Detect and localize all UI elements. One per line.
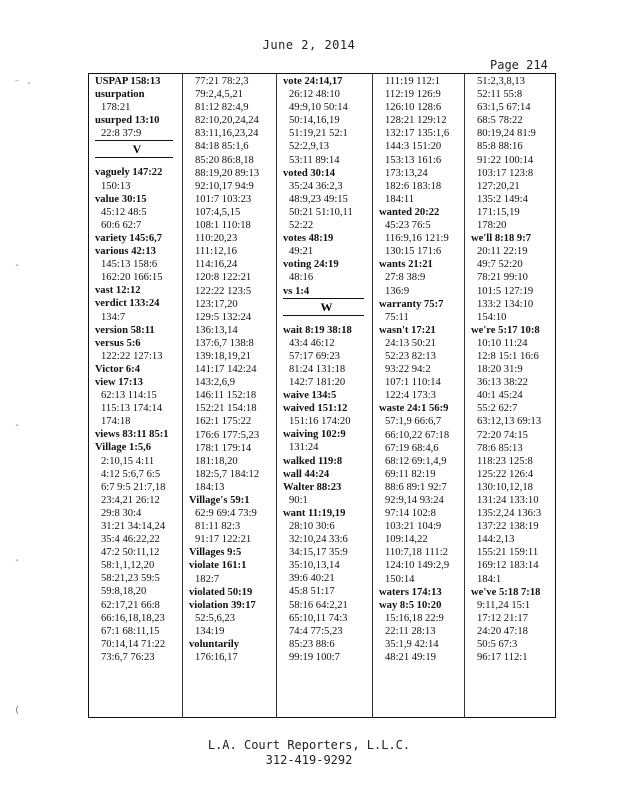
index-term: various 42:13 bbox=[95, 246, 156, 258]
index-reference: 57:1,9 66:6,7 bbox=[385, 416, 442, 428]
index-reference: 150:14 bbox=[385, 573, 415, 585]
index-reference: 135:2 149:4 bbox=[477, 193, 528, 205]
index-term: waste 24:1 56:9 bbox=[379, 403, 449, 415]
index-reference: 50:5 67:3 bbox=[477, 639, 518, 651]
index-reference: 110:20,23 bbox=[195, 233, 238, 245]
index-reference: 58:1,1,12,20 bbox=[101, 560, 155, 572]
index-reference: 67:1 68:11,15 bbox=[101, 625, 160, 637]
index-reference: 182:7 bbox=[195, 573, 220, 585]
index-reference: 48:9,23 49:15 bbox=[289, 193, 348, 205]
index-reference: 111:12,16 bbox=[195, 246, 237, 258]
index-reference: 50:14,16,19 bbox=[289, 115, 340, 127]
index-reference: 162:1 175:22 bbox=[195, 416, 252, 428]
column-divider bbox=[464, 74, 465, 717]
column-divider bbox=[372, 74, 373, 717]
index-reference: 78:21 99:10 bbox=[477, 272, 528, 284]
index-reference: 22:8 37:9 bbox=[101, 128, 142, 140]
index-reference: 176:16,17 bbox=[195, 652, 238, 664]
index-reference: 151:16 174:20 bbox=[289, 416, 351, 428]
index-term: wall 44:24 bbox=[283, 468, 330, 480]
index-term: value 30:15 bbox=[95, 193, 147, 205]
index-reference: 127:20,21 bbox=[477, 180, 520, 192]
index-reference: 130:15 171:6 bbox=[385, 246, 442, 258]
index-reference: 107:4,5,15 bbox=[195, 206, 241, 218]
index-reference: 29:8 30:4 bbox=[101, 507, 142, 519]
index-column-3 bbox=[283, 75, 370, 715]
index-term: version 58:11 bbox=[95, 324, 155, 336]
index-reference: 49:7 52:20 bbox=[477, 259, 523, 271]
index-term: we're 5:17 10:8 bbox=[471, 324, 540, 336]
index-reference: 27:8 38:9 bbox=[385, 272, 426, 284]
index-reference: 35:10,13,14 bbox=[289, 560, 340, 572]
index-term: voted 30:14 bbox=[283, 167, 336, 179]
section-rule bbox=[95, 140, 173, 141]
index-reference: 103:17 123:8 bbox=[477, 167, 534, 179]
index-reference: 35:24 36:2,3 bbox=[289, 180, 343, 192]
index-reference: 135:2,24 136:3 bbox=[477, 508, 542, 520]
index-reference: 23:4,21 26:12 bbox=[101, 494, 160, 506]
footer-company: L.A. Court Reporters, L.L.C. bbox=[207, 738, 411, 752]
index-reference: 22:11 28:13 bbox=[385, 625, 436, 637]
index-reference: 62:9 69:4 73:9 bbox=[195, 508, 257, 520]
index-term: versus 5:6 bbox=[95, 337, 141, 349]
index-reference: 92:9,14 93:24 bbox=[385, 495, 444, 506]
index-term: we'll 8:18 9:7 bbox=[471, 233, 532, 245]
index-reference: 99:19 100:7 bbox=[289, 651, 340, 663]
index-reference: 36:13 38:22 bbox=[477, 377, 528, 389]
index-reference: 178:21 bbox=[101, 102, 131, 114]
index-reference: 101:5 127:19 bbox=[477, 285, 534, 297]
index-reference: 20:11 22:19 bbox=[477, 246, 528, 258]
index-reference: 146:11 152:18 bbox=[195, 390, 257, 402]
index-term: voluntarily bbox=[189, 639, 240, 651]
index-reference: 139:18,19,21 bbox=[195, 350, 251, 362]
index-reference: 131:24 133:10 bbox=[477, 495, 539, 506]
index-reference: 12:8 15:1 16:6 bbox=[477, 350, 539, 362]
index-reference: 184:13 bbox=[195, 481, 225, 493]
index-reference: 122:22 123:5 bbox=[195, 285, 252, 297]
index-term: violation 39:17 bbox=[189, 599, 256, 611]
index-term: vast 12:12 bbox=[95, 285, 141, 297]
index-reference: 81:24 131:18 bbox=[289, 363, 346, 375]
column-divider bbox=[276, 74, 277, 717]
index-reference: 152:21 154:18 bbox=[195, 403, 257, 415]
index-reference: 114:16,24 bbox=[195, 259, 238, 271]
index-reference: 52:11 55:8 bbox=[477, 89, 523, 101]
index-reference: 154:10 bbox=[477, 311, 507, 323]
section-letter bbox=[283, 298, 370, 324]
index-term: waived 151:12 bbox=[283, 403, 348, 415]
index-term: violate 161:1 bbox=[189, 560, 247, 572]
section-letter bbox=[95, 140, 179, 166]
index-term: usurped 13:10 bbox=[95, 115, 160, 127]
index-reference: 17:12 21:17 bbox=[477, 612, 528, 624]
index-term: want 11:19,19 bbox=[283, 507, 346, 519]
index-reference: 126:10 128:6 bbox=[385, 102, 442, 114]
index-term: USPAP 158:13 bbox=[95, 76, 161, 87]
index-reference: 111:19 112:1 bbox=[385, 76, 441, 87]
index-reference: 82:10,20,24,24 bbox=[195, 115, 259, 127]
index-reference: 122:4 173:3 bbox=[385, 390, 436, 402]
index-reference: 9:11,24 15:1 bbox=[477, 599, 531, 611]
index-term: voting 24:19 bbox=[283, 259, 339, 271]
index-reference: 51:2,3,8,13 bbox=[477, 76, 525, 87]
index-term: warranty 75:7 bbox=[379, 298, 444, 310]
index-reference: 90:1 bbox=[289, 494, 308, 506]
index-reference: 52:23 82:13 bbox=[385, 350, 436, 362]
index-reference: 63:12,13 69:13 bbox=[477, 416, 542, 428]
index-reference: 63:1,5 67:14 bbox=[477, 102, 531, 114]
index-reference: 60:6 62:7 bbox=[101, 219, 142, 231]
margin-mark: ( bbox=[14, 705, 21, 716]
page-number: Page 214 bbox=[490, 58, 548, 72]
index-reference: 134:7 bbox=[101, 311, 126, 323]
margin-mark: ⁻ - bbox=[14, 78, 33, 89]
index-term: Village 1:5,6 bbox=[95, 442, 152, 454]
index-term: Village's 59:1 bbox=[189, 495, 250, 506]
index-reference: 122:22 127:13 bbox=[101, 350, 163, 362]
index-column-5 bbox=[471, 75, 555, 715]
index-reference: 52:2,9,13 bbox=[289, 141, 330, 153]
index-column-4 bbox=[379, 75, 462, 715]
index-reference: 112:19 126:9 bbox=[385, 89, 441, 101]
index-reference: 49:9,10 50:14 bbox=[289, 102, 348, 114]
index-term: vs 1:4 bbox=[283, 285, 310, 297]
index-reference: 132:17 135:1,6 bbox=[385, 128, 450, 140]
index-reference: 181:18,20 bbox=[195, 455, 238, 467]
section-letter-label: W bbox=[320, 299, 333, 314]
margin-mark: - bbox=[14, 260, 21, 271]
index-term: view 17:13 bbox=[95, 376, 143, 388]
index-reference: 35:4 46:22,22 bbox=[101, 534, 160, 546]
index-reference: 69:11 82:19 bbox=[385, 468, 436, 480]
index-reference: 47:2 50:11,12 bbox=[101, 547, 160, 559]
index-term: wanted 20:22 bbox=[379, 206, 440, 218]
index-reference: 137:22 138:19 bbox=[477, 521, 539, 533]
index-reference: 182:6 183:18 bbox=[385, 180, 442, 192]
index-reference: 103:21 104:9 bbox=[385, 521, 442, 533]
index-reference: 50:21 51:10,11 bbox=[289, 206, 353, 218]
index-reference: 81:11 82:3 bbox=[195, 521, 241, 533]
section-rule bbox=[283, 315, 364, 316]
index-reference: 4:12 5:6,7 6:5 bbox=[101, 468, 161, 480]
index-reference: 75:11 bbox=[385, 311, 409, 323]
index-term: vaguely 147:22 bbox=[95, 167, 163, 179]
index-reference: 24:13 50:21 bbox=[385, 337, 436, 349]
index-reference: 150:13 bbox=[101, 180, 131, 192]
index-reference: 24:20 47:18 bbox=[477, 625, 528, 637]
section-rule bbox=[95, 157, 173, 158]
index-reference: 109:14,22 bbox=[385, 534, 428, 546]
index-reference: 45:8 51:17 bbox=[289, 586, 335, 598]
index-reference: 143:2,6,9 bbox=[195, 377, 236, 389]
index-term: wasn't 17:21 bbox=[379, 324, 436, 336]
index-reference: 137:6,7 138:8 bbox=[195, 337, 254, 349]
index-reference: 48:16 bbox=[289, 272, 314, 284]
index-reference: 124:10 149:2,9 bbox=[385, 560, 450, 572]
margin-mark: - bbox=[14, 555, 21, 566]
index-term: wait 8:19 38:18 bbox=[283, 324, 352, 336]
index-reference: 131:24 bbox=[289, 442, 319, 454]
index-reference: 52:22 bbox=[289, 220, 314, 232]
index-reference: 155:21 159:11 bbox=[477, 547, 539, 559]
index-reference: 97:14 102:8 bbox=[385, 508, 436, 520]
index-term: Walter 88:23 bbox=[283, 481, 342, 493]
index-term: wants 21:21 bbox=[379, 259, 433, 271]
index-reference: 58:21,23 59:5 bbox=[101, 573, 160, 585]
index-reference: 130:10,12,18 bbox=[477, 481, 533, 493]
index-reference: 15:16,18 22:9 bbox=[385, 612, 444, 624]
index-reference: 39:6 40:21 bbox=[289, 573, 335, 585]
index-reference: 144:3 151:20 bbox=[385, 141, 442, 153]
index-reference: 91:22 100:14 bbox=[477, 154, 534, 166]
index-reference: 62:13 114:15 bbox=[101, 390, 157, 402]
index-term: usurpation bbox=[95, 89, 145, 101]
index-reference: 178:1 179:14 bbox=[195, 442, 252, 454]
index-reference: 70:14,14 71:22 bbox=[101, 638, 166, 650]
index-reference: 84:18 85:1,6 bbox=[195, 141, 249, 153]
footer-phone: 312-419-9292 bbox=[265, 753, 353, 767]
index-term: views 83:11 85:1 bbox=[95, 429, 169, 441]
index-reference: 141:17 142:24 bbox=[195, 364, 257, 376]
index-reference: 51:19,21 52:1 bbox=[289, 128, 348, 140]
index-reference: 73:6,7 76:23 bbox=[101, 651, 155, 663]
index-term: waiving 102:9 bbox=[283, 429, 346, 441]
index-reference: 144:2,13 bbox=[477, 534, 515, 546]
index-reference: 142:7 181:20 bbox=[289, 376, 346, 388]
index-reference: 162:20 166:15 bbox=[101, 272, 163, 284]
index-reference: 85:23 88:6 bbox=[289, 638, 335, 650]
index-term: waters 174:13 bbox=[379, 586, 442, 598]
index-reference: 134:19 bbox=[195, 625, 225, 637]
index-term: walked 119:8 bbox=[283, 455, 343, 467]
index-reference: 52:5,6,23 bbox=[195, 612, 236, 624]
index-term: way 8:5 10:20 bbox=[379, 599, 442, 611]
index-reference: 110:7,18 111:2 bbox=[385, 547, 448, 559]
index-reference: 136:9 bbox=[385, 285, 410, 297]
index-reference: 108:1 110:18 bbox=[195, 220, 251, 232]
index-reference: 67:19 68:4,6 bbox=[385, 442, 439, 454]
index-reference: 2:10,15 4:11 bbox=[101, 455, 155, 467]
index-reference: 66:10,22 67:18 bbox=[385, 429, 450, 441]
index-reference: 81:12 82:4,9 bbox=[195, 102, 249, 114]
index-reference: 115:13 174:14 bbox=[101, 403, 163, 415]
index-reference: 83:11,16,23,24 bbox=[195, 128, 259, 140]
index-reference: 68:5 78:22 bbox=[477, 115, 523, 127]
index-reference: 62:17,21 66:8 bbox=[101, 599, 160, 611]
index-reference: 85:8 88:16 bbox=[477, 141, 523, 153]
index-reference: 123:17,20 bbox=[195, 298, 238, 310]
index-reference: 58:16 64:2,21 bbox=[289, 599, 348, 611]
column-divider bbox=[182, 74, 183, 717]
index-reference: 53:11 89:14 bbox=[289, 154, 340, 166]
section-letter-label: V bbox=[132, 142, 142, 157]
index-reference: 136:13,14 bbox=[195, 324, 238, 336]
index-reference: 26:12 48:10 bbox=[289, 89, 340, 101]
index-reference: 178:20 bbox=[477, 220, 507, 232]
margin-mark: - bbox=[14, 420, 21, 431]
index-term: votes 48:19 bbox=[283, 233, 334, 245]
index-reference: 88:19,20 89:13 bbox=[195, 167, 260, 179]
index-reference: 145:13 158:6 bbox=[101, 259, 158, 271]
section-rule bbox=[283, 298, 364, 299]
index-reference: 40:1 45:24 bbox=[477, 390, 523, 402]
index-term: verdict 133:24 bbox=[95, 298, 160, 310]
index-term: Victor 6:4 bbox=[95, 363, 141, 375]
index-reference: 91:17 122:21 bbox=[195, 534, 252, 546]
index-reference: 85:20 86:8,18 bbox=[195, 154, 254, 166]
index-term: variety 145:6,7 bbox=[95, 232, 163, 244]
index-term: Villages 9:5 bbox=[189, 547, 242, 559]
index-reference: 79:2,4,5,21 bbox=[195, 89, 243, 101]
index-reference: 35:1,9 42:14 bbox=[385, 639, 439, 651]
index-term: violated 50:19 bbox=[189, 586, 253, 598]
index-reference: 32:10,24 33:6 bbox=[289, 534, 348, 546]
index-reference: 92:10,17 94:9 bbox=[195, 180, 254, 192]
index-reference: 10:10 11:24 bbox=[477, 337, 528, 349]
index-reference: 96:17 112:1 bbox=[477, 652, 528, 664]
index-reference: 80:19,24 81:9 bbox=[477, 128, 536, 140]
page-date: June 2, 2014 bbox=[262, 38, 356, 52]
index-term: we've 5:18 7:18 bbox=[471, 586, 541, 598]
index-reference: 28:10 30:6 bbox=[289, 521, 335, 532]
index-column-1 bbox=[95, 75, 179, 715]
index-reference: 6:7 9:5 21:7,18 bbox=[101, 481, 166, 493]
index-reference: 116:9,16 121:9 bbox=[385, 233, 449, 245]
index-reference: 59:8,18,20 bbox=[101, 586, 147, 598]
index-reference: 169:12 183:14 bbox=[477, 560, 539, 572]
index-reference: 34:15,17 35:9 bbox=[289, 547, 348, 559]
index-reference: 66:16,18,18,23 bbox=[101, 612, 165, 624]
index-reference: 120:8 122:21 bbox=[195, 272, 252, 284]
index-reference: 118:23 125:8 bbox=[477, 455, 533, 467]
index-reference: 72:20 74:15 bbox=[477, 429, 528, 441]
index-reference: 68:12 69:1,4,9 bbox=[385, 455, 447, 467]
index-reference: 174:18 bbox=[101, 416, 131, 428]
index-reference: 31:21 34:14,24 bbox=[101, 521, 166, 532]
index-reference: 133:2 134:10 bbox=[477, 298, 534, 310]
index-column-2 bbox=[189, 75, 274, 715]
index-reference: 77:21 78:2,3 bbox=[195, 76, 249, 87]
index-reference: 171:15,19 bbox=[477, 206, 520, 218]
index-reference: 65:10,11 74:3 bbox=[289, 612, 348, 624]
index-reference: 88:6 89:1 92:7 bbox=[385, 481, 447, 493]
index-reference: 43:4 46:12 bbox=[289, 337, 335, 349]
index-reference: 184:1 bbox=[477, 573, 502, 585]
index-reference: 129:5 132:24 bbox=[195, 311, 252, 323]
index-reference: 55:2 62:7 bbox=[477, 403, 518, 415]
index-reference: 182:5,7 184:12 bbox=[195, 468, 260, 480]
index-reference: 176:6 177:5,23 bbox=[195, 429, 260, 441]
index-reference: 125:22 126:4 bbox=[477, 468, 534, 480]
index-reference: 101:7 103:23 bbox=[195, 193, 252, 205]
index-reference: 153:13 161:6 bbox=[385, 154, 442, 166]
index-reference: 184:11 bbox=[385, 193, 415, 205]
index-reference: 173:13,24 bbox=[385, 167, 428, 179]
index-reference: 48:21 49:19 bbox=[385, 652, 436, 664]
index-term: waive 134:5 bbox=[283, 390, 337, 402]
index-reference: 57:17 69:23 bbox=[289, 350, 340, 362]
index-reference: 18:20 31:9 bbox=[477, 364, 523, 376]
index-reference: 74:4 77:5,23 bbox=[289, 625, 343, 637]
index-reference: 107:1 110:14 bbox=[385, 377, 441, 389]
index-reference: 93:22 94:2 bbox=[385, 364, 431, 376]
index-reference: 45:23 76:5 bbox=[385, 220, 431, 232]
index-reference: 49:21 bbox=[289, 246, 314, 258]
index-reference: 128:21 129:12 bbox=[385, 115, 447, 127]
index-reference: 78:6 85:13 bbox=[477, 442, 523, 454]
index-term: vote 24:14,17 bbox=[283, 76, 343, 87]
index-reference: 45:12 48:5 bbox=[101, 206, 147, 218]
